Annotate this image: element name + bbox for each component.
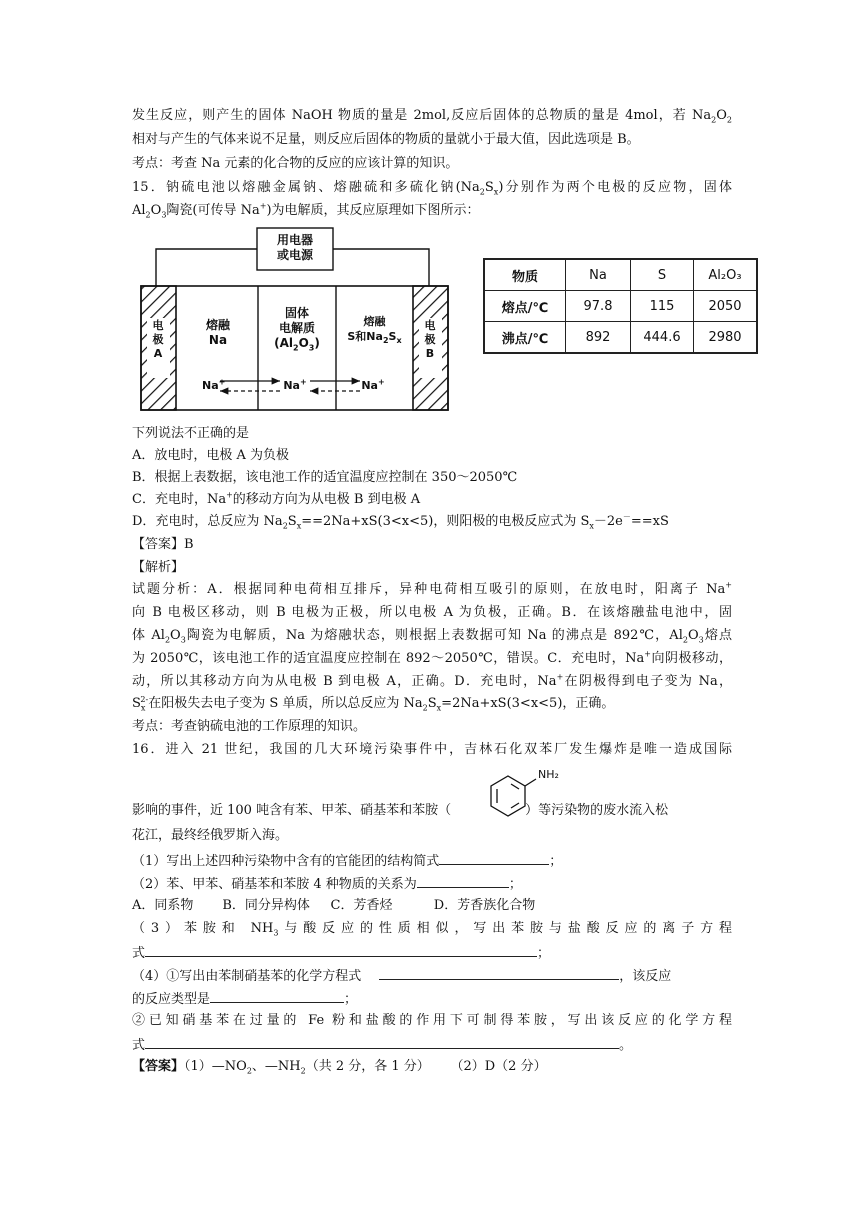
question-16-stem: 花江，最终经俄罗斯入海。	[132, 828, 289, 843]
table-cell: 2980	[694, 322, 758, 354]
answer-blank	[417, 873, 509, 888]
analysis-line: 动，所以其移动方向为从电极 B 到电极 A，正确。D．充电时，Na+在阴极得到电子变为 Na，	[132, 672, 732, 689]
analysis-line: 体 $Al_2O_3$陶瓷为电解质，Na 为熔融状态，则根据上表数据可知 Na 的沸点是 892℃，$Al_2O_3$熔点	[132, 628, 732, 645]
answer-blank	[379, 965, 619, 980]
solid-electrolyte-label: 固体 电解质 $(Al_2O_3)$	[274, 306, 320, 353]
question-15-stem: 15．钠硫电池以熔融金属钠、熔融硫和多硫化钠$(Na_2S_x)$分别作为两个电极的反应物，固体	[132, 180, 732, 197]
text-line: 相对与产生的气体来说不足量，则反应后固体的物质的量就小于最大值，因此选项是 B。	[132, 132, 640, 147]
analysis-line: 为 2050℃，该电池工作的适宜温度应控制在 892～2050℃，错误。C．充电时，Na+向阴极移动，	[132, 649, 732, 666]
table-cell: 97.8	[566, 291, 631, 322]
na-ion-label: Na+	[283, 377, 307, 392]
table-header-cell: 物质	[484, 259, 566, 291]
na-ion-label: Na+	[361, 377, 385, 392]
text-line: 发生反应，则产生的固体 NaOH 物质的量是 2mol,反应后固体的总物质的量是 4mol，若 $Na_2O_2$	[132, 108, 732, 125]
table-header-cell: Al₂O₃	[694, 259, 758, 291]
analysis-line: 向 B 电极区移动，则 B 电极为正极，所以电极 A 为负极，正确。B．在该熔融盐电池中，固	[132, 605, 732, 620]
properties-table	[483, 258, 758, 354]
sub-question-1: （1）写出上述四种污染物中含有的官能团的结构简式 ；	[132, 850, 732, 872]
sub-question-4-part-2: ②已知硝基苯在过量的 Fe 粉和盐酸的作用下可制得苯胺，写出该反应的化学方程	[132, 1013, 732, 1028]
table-row	[484, 322, 757, 354]
sub-question-3: （3）苯胺和 $NH_3$与酸反应的性质相似，写出苯胺与盐酸反应的离子方程	[132, 921, 732, 938]
device-label: 用电器 或电源	[276, 233, 313, 262]
question-15-stem: $Al_2O_3$陶瓷(可传导 Na+)为电解质，其反应原理如下图所示：	[132, 201, 480, 220]
option-d: D．充电时，总反应为 $Na_2S_x==2Na+xS(3<x<5)$，则阳极的电极反应式为 $S_x-2e^-==xS$	[132, 512, 669, 531]
sub-question-4: （4）①写出由苯制硝基苯的化学方程式 ，该反应	[132, 965, 732, 987]
table-cell: 熔点/℃	[484, 291, 566, 322]
nh2-label: NH₂	[538, 768, 559, 781]
answer-blank	[439, 850, 549, 865]
option-a: A．放电时，电极 A 为负极	[132, 448, 290, 463]
na-ion-label: Na+	[202, 377, 226, 392]
point-line: 考点：考查钠硫电池的工作原理的知识。	[132, 719, 367, 734]
answer-line: 【答案】B	[132, 537, 194, 552]
table-cell: 2050	[694, 291, 758, 322]
table-row	[484, 291, 757, 322]
table-row	[484, 259, 757, 291]
electrode-b-label: 电极B	[424, 319, 436, 360]
battery-diagram	[140, 226, 452, 412]
molten-s-label: 熔融 S和$Na_2S_x$	[347, 315, 402, 346]
answer-line: 【答案】$(1)—NO_2$、$—NH_2$（共 2 分，各 1 分） （2）D（2 分）	[132, 1059, 547, 1076]
sub-question-4-part-2: 式 。	[132, 1034, 732, 1056]
question-16-stem: 影响的事件，近 100 吨含有苯、甲苯、硝基苯和苯胺（ ）等污染物的废水流入松	[132, 803, 669, 818]
answer-blank	[210, 988, 344, 1003]
analysis-label: 【解析】	[132, 560, 185, 575]
sub-question-4: 的反应类型是 ；	[132, 988, 732, 1010]
analysis-line: 试题分析：A．根据同种电荷相互排斥，异种电荷相互吸引的原则，在放电时，阳离子 Na+	[132, 580, 732, 597]
question-16-stem: 16．进入 21 世纪，我国的几大环境污染事件中，吉林石化双苯厂发生爆炸是唯一造成国际	[132, 742, 732, 757]
sub-question-3: 式 ；	[132, 942, 732, 964]
table-cell: 892	[566, 322, 631, 354]
text-line: 考点：考查 Na 元素的化合物的反应的应该计算的知识。	[132, 156, 459, 171]
answer-blank	[145, 942, 537, 957]
table-cell: 115	[631, 291, 694, 322]
analysis-line: $S_x^{2-}$在阳极失去电子变为 S 单质，所以总反应为 $Na_2S_x=2Na+xS(3<x<5)$，正确。	[132, 694, 615, 713]
molten-na-label: 熔融 Na	[205, 318, 230, 347]
option-c: C．充电时，Na+的移动方向为从电极 B 到电极 A	[132, 490, 421, 507]
question-prompt: 下列说法不正确的是	[132, 426, 250, 441]
table-header-cell: S	[631, 259, 694, 291]
sub-question-2: （2）苯、甲苯、硝基苯和苯胺 4 种物质的关系为 ；	[132, 873, 732, 895]
answer-blank	[145, 1034, 619, 1049]
electrode-a-label: 电极A	[152, 319, 164, 360]
table-cell: 沸点/℃	[484, 322, 566, 354]
table-cell: 444.6	[631, 322, 694, 354]
sub-question-2-options: A．同系物 B．同分异构体 C．芳香烃 D．芳香族化合物	[132, 898, 536, 913]
table-header-cell: Na	[566, 259, 631, 291]
option-b: B．根据上表数据，该电池工作的适宜温度应控制在 350～2050℃	[132, 470, 518, 485]
